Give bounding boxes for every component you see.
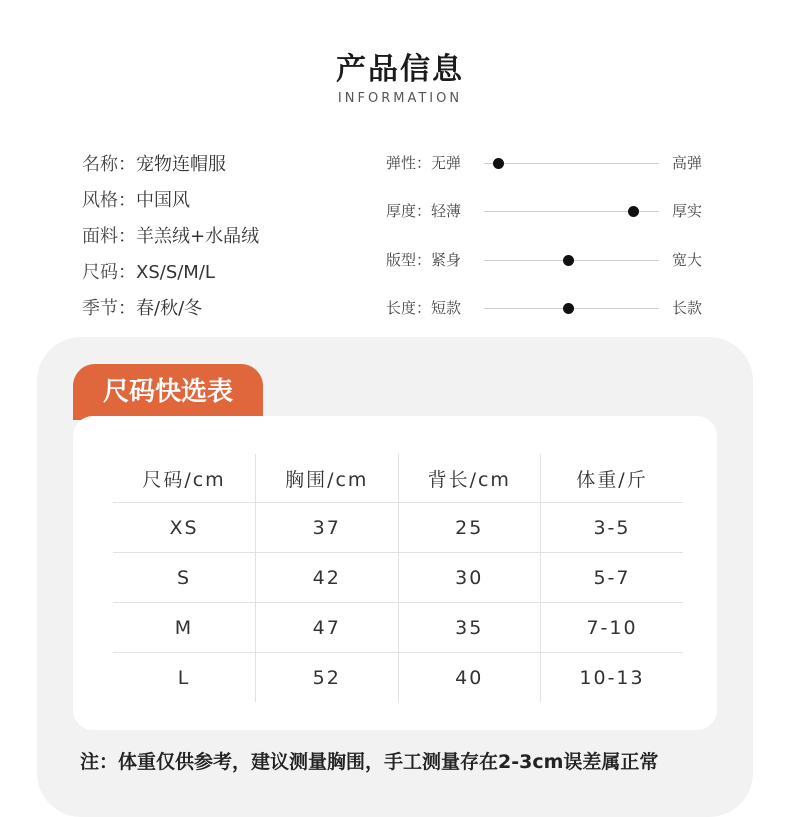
table-row xyxy=(113,603,683,653)
table-cell: 30 xyxy=(398,553,541,603)
scale-right-label: 高弹 xyxy=(672,154,703,172)
info-separator: ： xyxy=(118,262,136,283)
table-cell: M xyxy=(113,603,256,653)
scale-label: 厚度：轻薄 xyxy=(386,202,462,220)
column-header: 背长/cm xyxy=(398,454,541,503)
info-separator: ： xyxy=(118,154,136,175)
scale-marker xyxy=(493,158,504,169)
table-cell: 35 xyxy=(398,603,541,653)
table-cell: 25 xyxy=(398,503,541,553)
size-chart-badge: 尺码快选表 xyxy=(73,364,263,420)
scale-fit xyxy=(386,245,726,275)
page-title: 产品信息 xyxy=(336,52,464,87)
table-row xyxy=(113,653,683,703)
info-separator: ： xyxy=(118,298,136,319)
table-cell: S xyxy=(113,553,256,603)
scale-length xyxy=(386,293,726,323)
info-value: XS/S/M/L xyxy=(136,262,215,283)
scale-right-label: 宽大 xyxy=(672,251,703,269)
table-cell: XS xyxy=(113,503,256,553)
page-subtitle: INFORMATION xyxy=(337,91,463,106)
table-cell: 42 xyxy=(256,553,399,603)
scale-label: 版型：紧身 xyxy=(386,251,462,269)
column-header: 体重/斤 xyxy=(541,454,684,503)
table-cell: 52 xyxy=(256,653,399,703)
column-header: 尺码/cm xyxy=(113,454,256,503)
table-cell: 37 xyxy=(256,503,399,553)
scale-elasticity xyxy=(386,148,726,178)
table-row xyxy=(113,553,683,603)
scale-track xyxy=(484,308,659,309)
table-row xyxy=(113,503,683,553)
info-row-name xyxy=(82,150,259,186)
table-cell: 10-13 xyxy=(541,653,684,703)
product-info-list xyxy=(82,150,259,330)
scale-right-label: 厚实 xyxy=(672,202,703,220)
scale-track xyxy=(484,211,659,212)
column-header: 胸围/cm xyxy=(256,454,399,503)
info-key: 面料 xyxy=(82,226,118,247)
table-header-row xyxy=(113,454,683,503)
table-cell: 47 xyxy=(256,603,399,653)
scale-right-label: 长款 xyxy=(672,299,703,317)
measurement-note: 注：体重仅供参考，建议测量胸围，手工测量存在2-3cm误差属正常 xyxy=(80,751,659,773)
info-row-fabric xyxy=(82,222,259,258)
scale-marker xyxy=(563,255,574,266)
info-value: 宠物连帽服 xyxy=(136,154,226,175)
table-cell: 3-5 xyxy=(541,503,684,553)
scale-marker xyxy=(563,303,574,314)
info-row-size xyxy=(82,258,259,294)
info-value: 春/秋/冬 xyxy=(136,298,203,319)
info-row-style xyxy=(82,186,259,222)
size-table xyxy=(113,454,683,702)
info-value: 中国风 xyxy=(136,190,190,211)
scale-track xyxy=(484,163,659,164)
table-cell: 5-7 xyxy=(541,553,684,603)
info-key: 名称 xyxy=(82,154,118,175)
table-cell: 40 xyxy=(398,653,541,703)
info-separator: ： xyxy=(118,190,136,211)
info-key: 尺码 xyxy=(82,262,118,283)
table-cell: 7-10 xyxy=(541,603,684,653)
scale-label: 弹性：无弹 xyxy=(386,154,462,172)
info-key: 季节 xyxy=(82,298,118,319)
info-value: 羊羔绒+水晶绒 xyxy=(136,226,260,247)
scale-marker xyxy=(628,206,639,217)
info-separator: ： xyxy=(118,226,136,247)
table-cell: L xyxy=(177,666,191,689)
scale-label: 长度：短款 xyxy=(386,299,462,317)
scale-track xyxy=(484,260,659,261)
size-chart-card xyxy=(73,416,717,730)
info-row-season xyxy=(82,294,259,330)
scale-thickness xyxy=(386,196,726,226)
info-key: 风格 xyxy=(82,190,118,211)
